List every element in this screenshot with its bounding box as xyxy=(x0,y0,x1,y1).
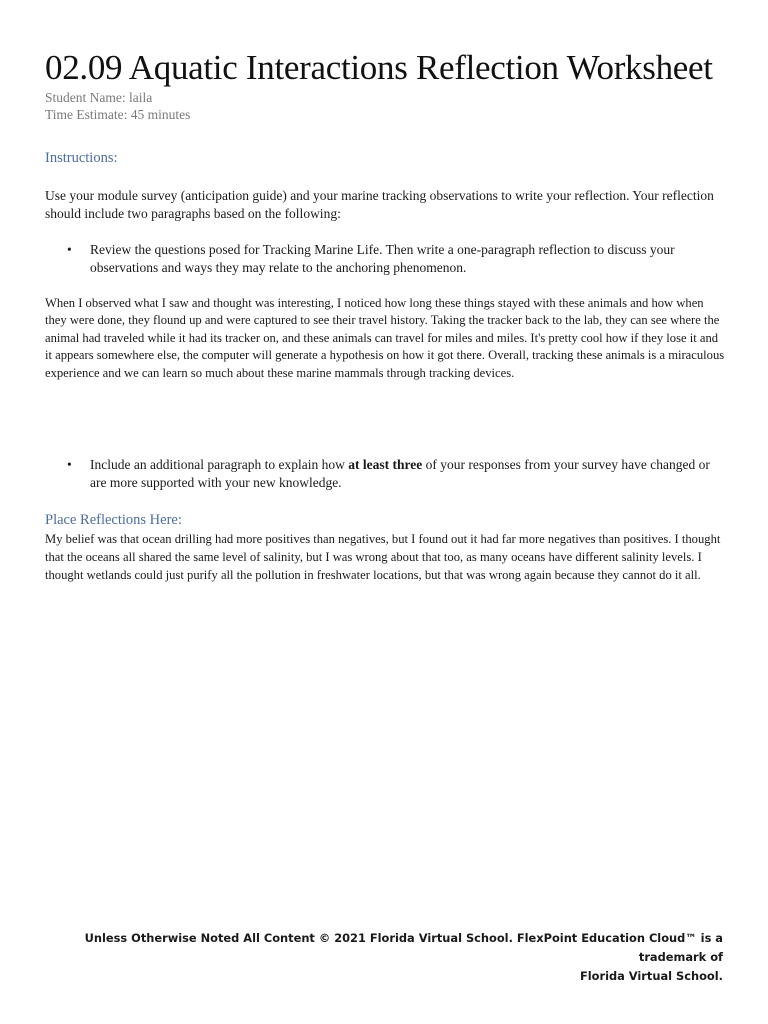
time-estimate: Time Estimate: 45 minutes xyxy=(45,107,191,122)
footer-line-2: Florida Virtual School. xyxy=(579,969,723,983)
bullet-text-emphasis: at least three xyxy=(348,457,423,472)
bullet-text-end: of your responses from your survey have changed or are more supported with your new knowledge. xyxy=(90,457,710,490)
instructions-heading: Instructions: xyxy=(45,150,118,166)
document-title: 02.09 Aquatic Interactions Reflection Worksheet xyxy=(45,48,713,87)
student-name: Student Name: laila xyxy=(45,90,153,105)
footer-line-1: Unless Otherwise Noted All Content © 2021 Florida Virtual School. FlexPoint Education Cloud™ is a trademark of xyxy=(84,931,723,964)
bullet-icon: • xyxy=(67,457,72,472)
reflection-paragraph-1: When I observed what I saw and thought was interesting, I noticed how long these things stayed with these animals and how when they were done, they flound up and were captured to see their travel history. Taking the tracker back to the lab, they can see where the animal had traveled while it had its tracker on, and these animals can travel for miles and miles. It's pretty cool how if they lose it and it appears somewhere else, the computer will generate a hypothesis on how it got there. Overall, tracking these animals is a miraculous experience and we can learn so much about these marine mammals through tracking devices. xyxy=(45,296,725,380)
copyright-footer xyxy=(33,929,723,986)
reflection-paragraph-2: My belief was that ocean drilling had more positives than negatives, but I found out it had far more negatives than positives. I thought that the oceans all shared the same level of salinity, but I was wrong about that too, as many oceans have different salinity levels. I thought wetlands could just purify all the pollution in freshwater locations, but that was wrong again because they cannot do it all. xyxy=(45,532,721,583)
place-reflections-heading: Place Reflections Here: xyxy=(45,512,182,528)
bullet-text xyxy=(90,456,720,492)
bullet-text-start: Include an additional paragraph to explain how xyxy=(90,457,349,472)
bullet-text: Review the questions posed for Tracking Marine Life. Then write a one-paragraph reflection to discuss your observations and ways they may relate to the anchoring phenomenon. xyxy=(90,242,675,275)
bullet-icon: • xyxy=(67,242,72,257)
instructions-intro: Use your module survey (anticipation guide) and your marine tracking observations to write your reflection. Your reflection should include two paragraphs based on the following: xyxy=(45,188,714,221)
